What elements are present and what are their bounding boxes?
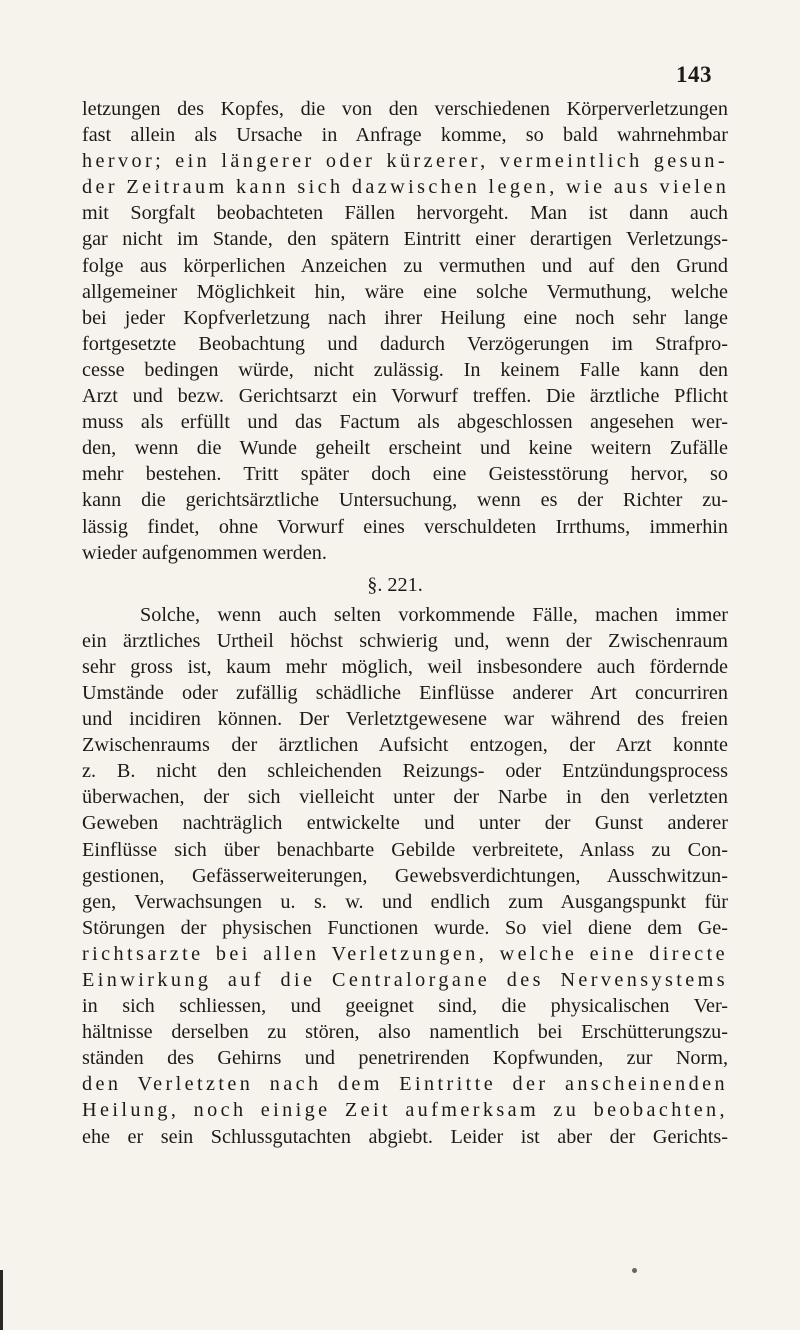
text-line: Zwischenraums der ärztlichen Aufsicht entzogen, der Arzt konnte: [82, 734, 728, 757]
body-text: [82, 96, 728, 1150]
text-line: gen, Verwachsungen u. s. w. und endlich zum Ausgangspunkt für: [82, 890, 728, 913]
text-line: mehr bestehen. Tritt später doch eine Geistesstörung hervor, so: [82, 463, 728, 486]
text-line: letzungen des Kopfes, die von den verschiedenen Körperverletzungen: [82, 98, 728, 120]
text-line: Störungen der physischen Functionen wurde. So viel diene dem Ge-: [82, 916, 728, 939]
text-line: hältnisse derselben zu stören, also namentlich bei Erschütterungszu-: [82, 1021, 728, 1044]
text-line: cesse bedingen würde, nicht zulässig. In keinem Falle kann den: [82, 358, 728, 381]
text-line: mit Sorgfalt beobachteten Fällen hervorgeht. Man ist dann auch: [82, 202, 728, 225]
text-line: wieder aufgenommen werden.: [82, 541, 327, 564]
text-line: gestionen, Gefässerweiterungen, Gewebsverdichtungen, Ausschwitzun-: [82, 864, 728, 887]
text-line: lässig findet, ohne Vorwurf eines verschuldeten Irrthums, immerhin: [82, 515, 728, 538]
text-line-spaced: hervor; ein längerer oder kürzerer, vermeintlich gesun-: [82, 150, 728, 173]
text-line: ein ärztliches Urtheil höchst schwierig und, wenn der Zwischenraum: [82, 629, 728, 652]
text-line: gar nicht im Stande, den spätern Eintritt einer derartigen Verletzungs-: [82, 228, 728, 251]
text-line: Solche, wenn auch selten vorkommende Fälle, machen immer: [140, 603, 728, 626]
text-line: sehr gross ist, kaum mehr möglich, weil insbesondere auch fördernde: [82, 655, 728, 678]
text-line: Arzt und bezw. Gerichtsarzt ein Vorwurf treffen. Die ärztliche Pflicht: [82, 385, 728, 408]
text-line: ständen des Gehirns und penetrirenden Kopfwunden, zur Norm,: [82, 1047, 728, 1070]
text-line: Umstände oder zufällig schädliche Einflüsse anderer Art concurriren: [82, 681, 728, 704]
text-line: den, wenn die Wunde geheilt erscheint und keine weitern Zufälle: [82, 437, 728, 460]
text-line: und incidiren können. Der Verletztgewesene war während des freien: [82, 708, 728, 731]
ink-speck: [632, 1268, 637, 1273]
text-line-spaced: Heilung, noch einige Zeit aufmerksam zu beobachten,: [82, 1099, 728, 1122]
text-line: kann die gerichtsärztliche Untersuchung, wenn es der Richter zu-: [82, 489, 728, 512]
paragraph-1: [82, 96, 728, 566]
text-line: überwachen, der sich vielleicht unter der Narbe in den verletzten: [82, 786, 728, 809]
section-heading: §. 221.: [367, 573, 423, 596]
text-line: bei jeder Kopfverletzung nach ihrer Heilung eine noch sehr lange: [82, 306, 728, 329]
text-line-spaced: Einwirkung auf die Centralorgane des Nervensystems: [82, 969, 728, 991]
text-line: Einflüsse sich über benachbarte Gebilde verbreitete, Anlass zu Con-: [82, 838, 728, 861]
text-line: Geweben nachträglich entwickelte und unter der Gunst anderer: [82, 812, 728, 835]
text-line: allgemeiner Möglichkeit hin, wäre eine solche Vermuthung, welche: [82, 280, 728, 303]
page-edge-mark: [0, 1270, 3, 1330]
text-line: muss als erfüllt und das Factum als abgeschlossen angesehen wer-: [82, 411, 728, 434]
page-number: 143: [676, 62, 712, 87]
text-line: folge aus körperlichen Anzeichen zu vermuthen und auf den Grund: [82, 254, 728, 277]
text-line-spaced: den Verletzten nach dem Eintritte der anscheinenden: [82, 1073, 728, 1096]
text-line-spaced: der Zeitraum kann sich dazwischen legen, wie aus vielen: [82, 176, 730, 199]
text-line: fortgesetzte Beobachtung und dadurch Verzögerungen im Strafpro-: [82, 332, 728, 355]
text-line: ehe er sein Schlussgutachten abgiebt. Leider ist aber der Gerichts-: [82, 1125, 728, 1148]
text-line: in sich schliessen, und geeignet sind, die physicalischen Ver-: [82, 995, 728, 1018]
paragraph-2: [82, 602, 728, 1150]
text-line: z. B. nicht den schleichenden Reizungs- oder Entzündungsprocess: [82, 760, 728, 783]
text-line-spaced: richtsarzte bei allen Verletzungen, welche eine directe: [82, 942, 728, 965]
text-line: fast allein als Ursache in Anfrage komme, so bald wahrnehmbar: [82, 124, 728, 147]
